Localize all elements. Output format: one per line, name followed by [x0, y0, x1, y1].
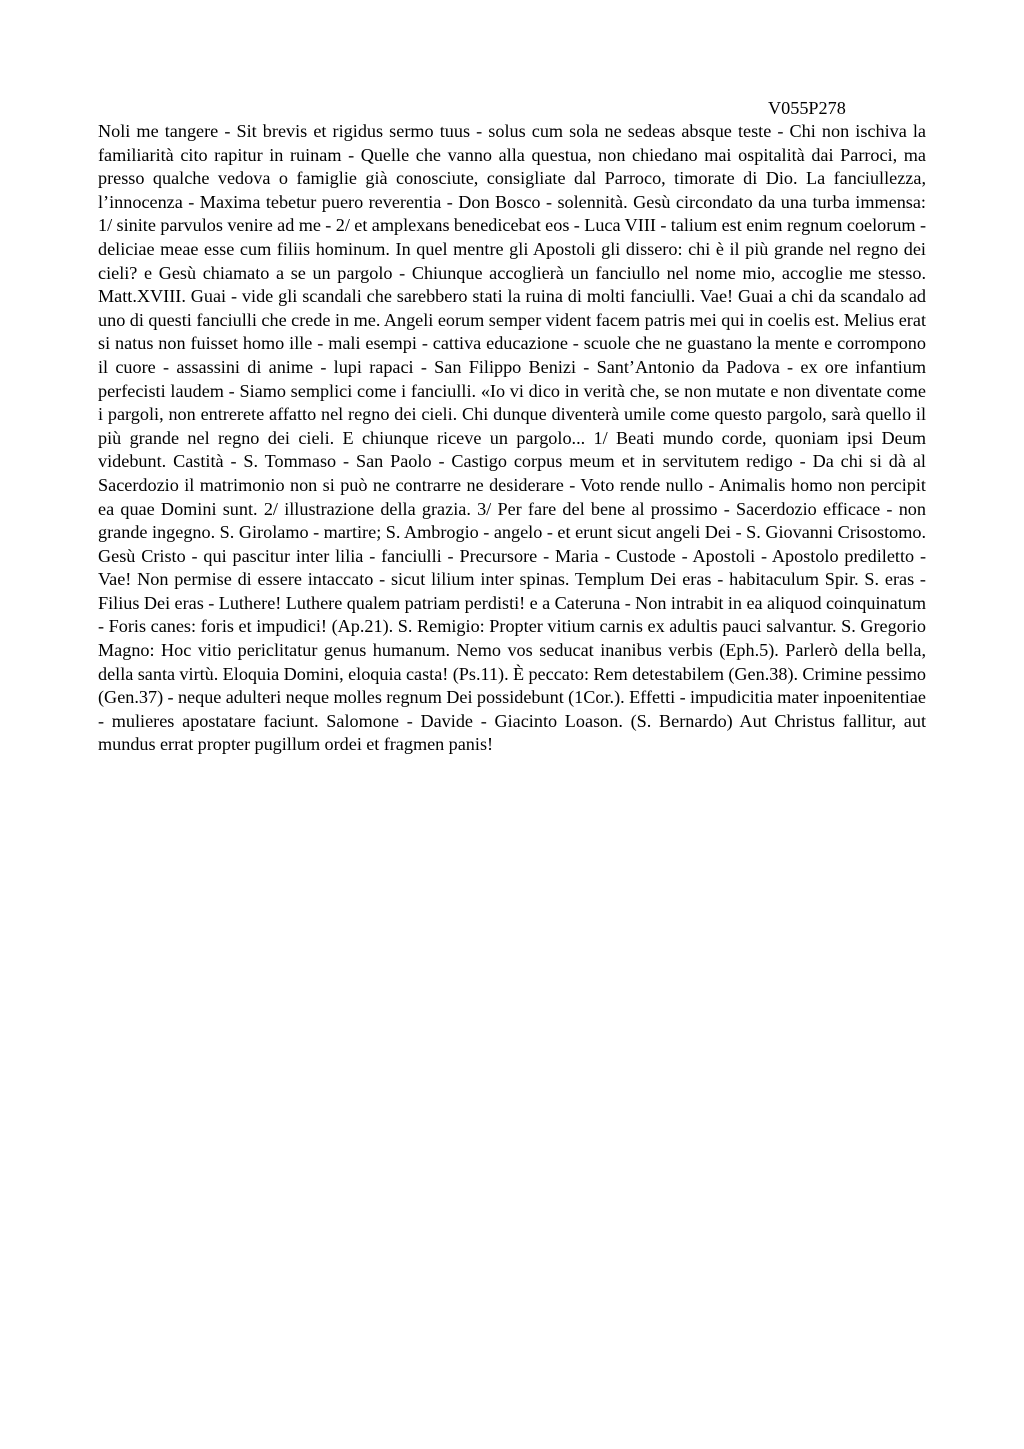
page-identifier: V055P278 — [768, 98, 846, 118]
body-paragraph: Noli me tangere - Sit brevis et rigidus sermo tuus - solus cum sola ne sedeas absque teste - Chi non ischiva la familiarità cito rapitur in ruinam - Quelle che vanno alla questua, non chiedano mai ospitalità dai Parroci, ma presso qualche vedova o famiglie già conosciute, consigliate dal Parroco, timorate di Dio. La fanciullezza, l’innocenza - Maxima tebetur puero reverentia - Don Bosco - solennità. Gesù circondato da una turba immensa: 1/ sinite parvulos venire ad me - 2/ et amplexans benedicebat eos - Luca VIII - talium est enim regnum coelorum - deliciae meae esse cum filiis hominum. In quel mentre gli Apostoli gli dissero: chi è il più grande nel regno dei cieli? e Gesù chiamato a se un pargolo - Chiunque accoglierà un fanciullo nel nome mio, accoglie me stesso. Matt.XVIII. Guai - vide gli scandali che sarebbero stati la ruina di molti fanciulli. Vae! Guai a chi da scandalo ad uno di questi fanciulli che crede in me. Angeli eorum semper vident facem patris mei qui in coelis est. Melius erat si natus non fuisset homo ille - mali esempi - cattiva educazione - scuole che ne guastano la mente e corrompono il cuore - assassini di anime - lupi rapaci - San Filippo Benizi - Sant’Antonio da Padova - ex ore infantium perfecisti laudem - Siamo semplici come i fanciulli. «Io vi dico in verità che, se non mutate e non diventate come i pargoli, non entrerete affatto nel regno dei cieli. Chi dunque diventerà umile come questo pargolo, sarà quello il più grande nel regno dei cieli. E chiunque riceve un pargolo... 1/ Beati mundo corde, quoniam ipsi Deum videbunt. Castità - S. Tommaso - San Paolo - Castigo corpus meum et in servitutem redigo - Da chi si dà al Sacerdozio il matrimonio non si può ne contrarre ne desiderare - Voto rende nullo - Animalis homo non percipit ea quae Domini sunt. 2/ illustrazione della grazia. 3/ Per fare del bene al prossimo - Sacerdozio efficace - non grande ingegno. S. Girolamo - martire; S. Ambrogio - angelo - et erunt sicut angeli Dei - S. Giovanni Crisostomo. Gesù Cristo - qui pascitur inter lilia - fanciulli - Precursore - Maria - Custode - Apostoli - Apostolo prediletto - Vae! Non permise di essere intaccato - sicut lilium inter spinas. Templum Dei eras - habitaculum Spir. S. eras - Filius Dei eras - Luthere! Luthere qualem patriam perdisti! e a Cateruna - Non intrabit in ea aliquod coinquinatum - Foris canes: foris et impudici! (Ap.21). S. Remigio: Propter vitium carnis ex adultis pauci salvantur. S. Gregorio Magno: Hoc vitio periclitatur genus humanum. Nemo vos seducat inanibus verbis (Eph.5). Parlerò della bella, della santa virtù. Eloquia Domini, eloquia casta! (Ps.11). È peccato: Rem detestabilem (Gen.38). Crimine pessimo (Gen.37) - neque adulteri neque molles regnum Dei possidebunt (1Cor.). Effetti - impudicitia mater inpoenitentiae - mulieres apostatare faciunt. Salomone - Davide - Giacinto Loason. (S. Bernardo) Aut Christus fallitur, aut mundus errat propter pugillum ordei et fragmen panis! — [98, 121, 926, 755]
